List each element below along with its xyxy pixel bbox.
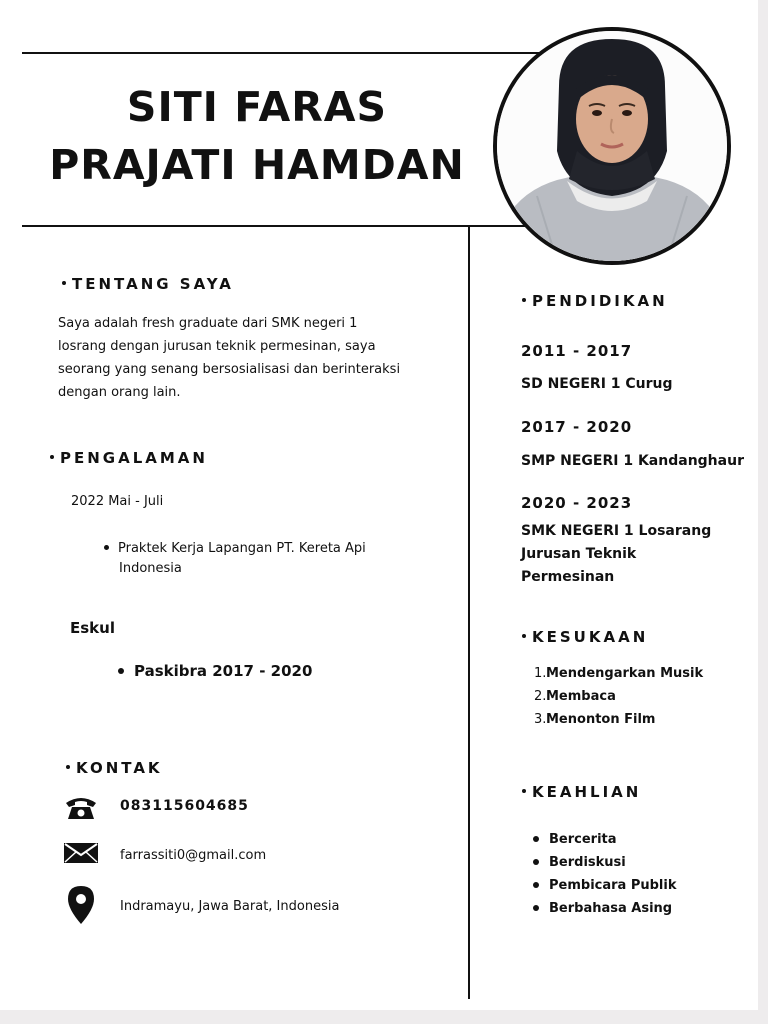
profile-photo [493,27,731,265]
education-major-line2: Permesinan [521,569,615,585]
about-line: dengan orang lain. [58,385,181,400]
bullet-icon [522,789,526,793]
experience-period: 2022 Mai - Juli [71,494,164,509]
header-bottom-rule [22,225,542,227]
education-school: SD NEGERI 1 Curug [521,376,673,392]
experience-item-line2: Indonesia [119,561,182,576]
contact-phone[interactable]: 083115604685 [120,798,249,814]
about-line: Saya adalah fresh graduate dari SMK negeri 1 [58,316,358,331]
phone-icon [64,795,98,821]
about-text [58,312,458,404]
section-contact-title: KONTAK [66,759,163,777]
mail-icon [63,842,99,864]
list-item: 2.Membaca [534,689,616,704]
about-line: seorang yang senang bersosialisasi dan berinteraksi [58,362,401,377]
contact-address: Indramayu, Jawa Barat, Indonesia [120,899,340,914]
list-item: Bercerita [533,828,677,851]
hobbies-list [534,662,703,731]
name-line-2: PRAJATI HAMDAN [49,141,465,189]
skills-list [533,828,677,920]
list-item: Pembicara Publik [533,874,677,897]
list-item: Berbahasa Asing [533,897,677,920]
list-item: 3.Menonton Film [534,712,656,727]
header-top-rule [22,52,542,54]
column-divider [468,227,470,999]
bullet-icon [533,836,539,842]
experience-item: Praktek Kerja Lapangan PT. Kereta Api Indonesia [104,539,366,579]
bullet-icon [533,882,539,888]
education-school [521,520,751,589]
eskul-item: Paskibra 2017 - 2020 [118,662,312,680]
bullet-icon [66,765,70,769]
about-line: losrang dengan jurusan teknik permesinan, saya [58,339,376,354]
section-skills-title: KEAHLIAN [522,783,641,801]
bullet-icon [118,668,124,674]
eskul-title: Eskul [70,619,115,637]
location-pin-icon [67,885,95,925]
education-years: 2017 - 2020 [521,418,633,436]
education-years: 2011 - 2017 [521,342,633,360]
bullet-icon [104,545,109,550]
section-about-title: TENTANG SAYA [62,275,234,293]
education-school: SMP NEGERI 1 Kandanghaur [521,453,744,469]
name-line-1: SITI FARAS [126,83,388,131]
list-item: Berdiskusi [533,851,677,874]
bullet-icon [533,905,539,911]
education-years: 2020 - 2023 [521,494,633,512]
section-experience-title: PENGALAMAN [50,449,208,467]
contact-email[interactable]: farrassiti0@gmail.com [120,848,267,863]
section-hobbies-title: KESUKAAN [522,628,648,646]
bullet-icon [50,455,54,459]
bullet-icon [522,298,526,302]
section-education-title: PENDIDIKAN [522,292,668,310]
list-item: 1.Mendengarkan Musik [534,666,704,681]
bullet-icon [62,281,66,285]
portrait-illustration [497,31,727,261]
education-major-line1: Jurusan Teknik [521,546,637,562]
education-school-name: SMK NEGERI 1 Losarang [521,523,712,539]
bullet-icon [533,859,539,865]
bullet-icon [522,634,526,638]
